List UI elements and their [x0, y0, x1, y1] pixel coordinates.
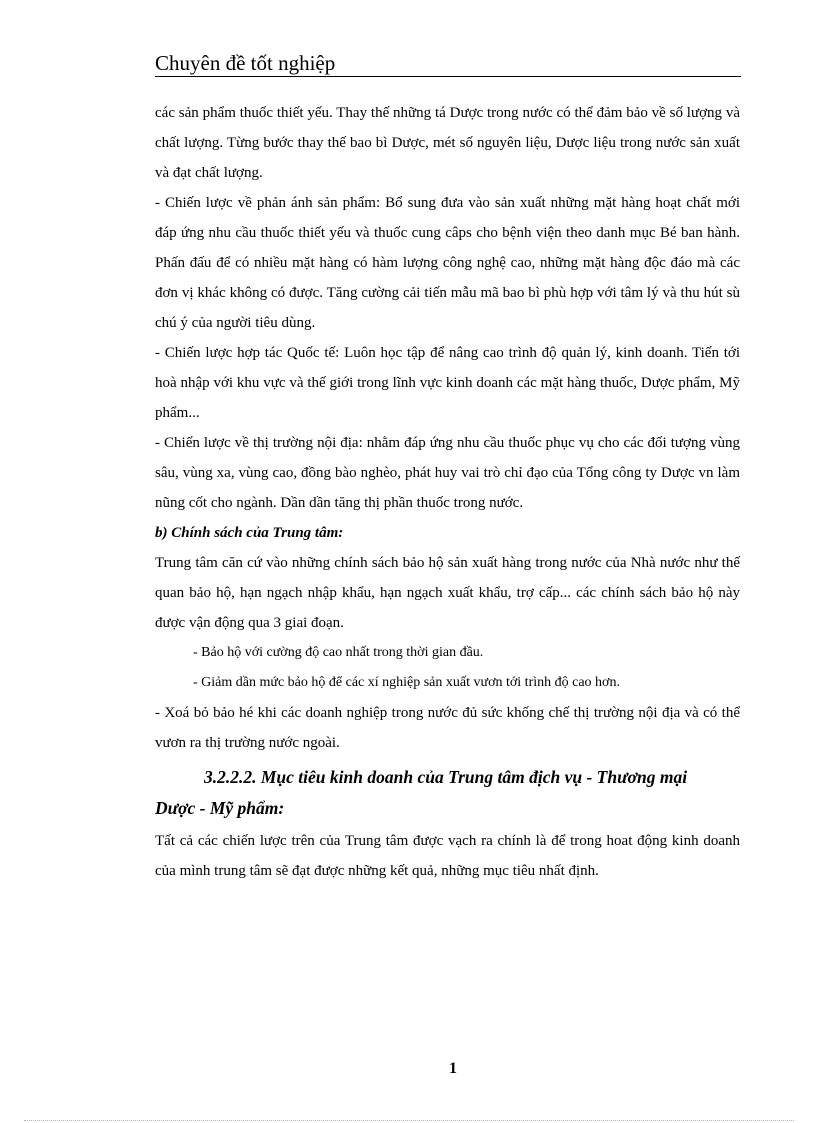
- paragraph: các sản phẩm thuốc thiết yếu. Thay thế những tá Dược trong nước có thể đảm bảo về số lượng và chất lượng. Từng bước thay thế bao bì Dược, mét số nguyên liệu, Dược liệu trong nước sản xuất và đạt chất lượng.: [155, 105, 740, 181]
- list-item: - Bảo hộ với cường độ cao nhất trong thời gian đầu.: [193, 645, 484, 660]
- section-heading-3222: [155, 762, 740, 824]
- page-bottom-edge: [24, 1120, 794, 1121]
- header-divider: [155, 76, 741, 77]
- list-item: - Giảm dần mức bảo hộ để các xí nghiệp sản xuất vươn tới trình độ cao hơn.: [193, 675, 620, 690]
- section-heading-3222-line2: Dược - Mỹ phẩm:: [155, 798, 285, 818]
- section-3222-text: Tất cả các chiến lược trên của Trung tâm được vạch ra chính là để trong hoat động kinh doanh của mình trung tâm sẽ đạt được những kết quả, những mục tiêu nhất định.: [155, 833, 740, 879]
- paragraph: - Chiến lược về thị trường nội địa: nhằm đáp ứng nhu cầu thuốc phục vụ cho các đối tượng vùng sâu, vùng xa, vùng cao, đồng bào nghèo, phát huy vai trò chỉ đạo của Tổng công ty Dược vn làm nũng cốt cho ngành. Dần dần tăng thị phần thuốc trong nước.: [155, 435, 740, 511]
- section-heading-3222-line1: 3.2.2.2. Mục tiêu kinh doanh của Trung tâm địch vụ - Thương mại: [204, 767, 688, 787]
- page-number: 1: [449, 1060, 457, 1077]
- paragraph: - Chiến lược về phản ánh sản phẩm: Bổ sung đưa vào sản xuất những mặt hàng hoạt chất mới đáp ứng nhu cầu thuốc thiết yếu và thuốc cung câps cho bệnh viện theo danh mục Bé ban hành. Phấn đấu để có nhiều mặt hàng có hàm lượng công nghệ cao, những mặt hàng độc đáo mà các đơn vị khác không có được. Tăng cường cải tiến mẫu mã bao bì phù hợp với tâm lý và thu hút sù chú ý của người tiêu dùng.: [155, 195, 740, 331]
- section-b-closing: - Xoá bỏ bảo hé khi các doanh nghiệp trong nước đủ sức khống chế thị trường nội địa và có thể vươn ra thị trường nước ngoài.: [155, 705, 740, 751]
- body-text: [155, 98, 740, 886]
- section-heading-b: b) Chính sách của Trung tâm:: [155, 525, 344, 541]
- paragraph: - Chiến lược hợp tác Quốc tế: Luôn học tập để nâng cao trình độ quản lý, kinh doanh. Tiến tới hoà nhập với khu vực và thế giới trong lĩnh vực kinh doanh các mặt hàng thuốc, Dược phẩm, Mỹ phẩm...: [155, 345, 740, 421]
- section-b-intro: Trung tâm căn cứ vào những chính sách bảo hộ sản xuất hàng trong nước của Nhà nước như thế quan bảo hộ, hạn ngạch nhập khẩu, hạn ngạch xuất khẩu, trợ cấp... các chính sách bảo hộ này được vận động qua 3 giai đoạn.: [155, 555, 740, 631]
- header-title: Chuyên đề tốt nghiệp: [155, 51, 336, 75]
